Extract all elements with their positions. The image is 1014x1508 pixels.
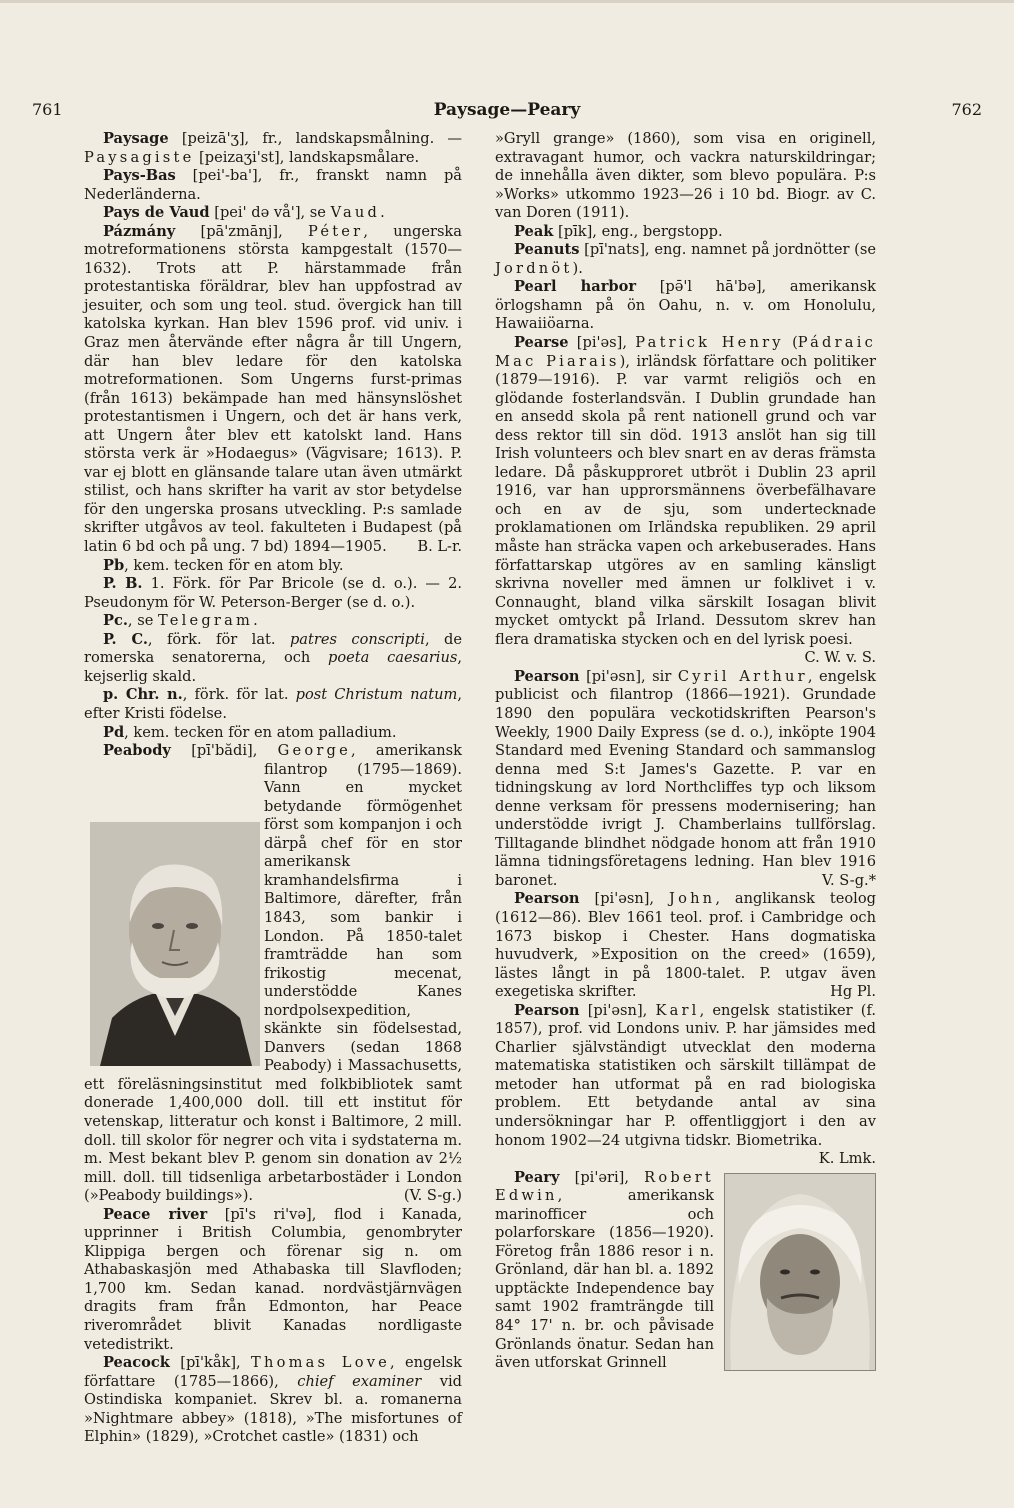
spaced-name: Paysagiste (84, 148, 195, 166)
entry-text: 1. Förk. för Par Bricole (se d. o.). — 2. Pseudonym för W. Peterson-Berger (se d. o.). (84, 575, 463, 611)
entry-text: , amerikansk marinofficer och polarforskare (1856—1920). Företog från 1886 resor i n. Grönland, där han bl. a. 1892 upptäckte Independence bay samt 1902 framträngde till 84° 17' n. br. och påvisade Grönlands önatur. Sedan han även utforskat Grinnell (495, 1187, 714, 1372)
entry-text: , se (127, 612, 158, 630)
entry-text: . (380, 204, 385, 222)
entry-text: [pīk], eng., bergstopp. (553, 222, 723, 240)
entry-text: [pi'əsn], (579, 1001, 656, 1019)
spaced-name: Jordnöt (495, 259, 573, 277)
left-column (84, 130, 462, 1447)
headword: Pearson (513, 1001, 580, 1019)
italic-term: poeta caesarius (328, 649, 458, 667)
spaced-name: Thomas Love (251, 1354, 391, 1372)
entry-pearl-harbor (495, 278, 876, 334)
entry-peak (495, 223, 876, 242)
portrait-peabody (90, 822, 260, 1066)
spaced-name: Patrick Henry (635, 334, 784, 352)
entry-pays-de-vaud (84, 204, 462, 223)
entry-pazmany (84, 223, 462, 557)
portrait-peabody-image (90, 822, 260, 1066)
entry-text: , anglikansk teolog (1612—86). Blev 1661 teol. prof. i Cambridge och 1673 biskop i Chester. Hans dogmatiska huvudverk, »Exposition on the creed» (1659), lästes långt in på 1800-talet. P. utgav även exegetiska skrifter. (495, 890, 876, 1001)
headword: Pc. (102, 612, 128, 630)
entry-pc (84, 612, 462, 631)
entry-text: , kejserlig skald. (84, 649, 462, 685)
entry-text: , ungerska motreformationens största kampgestalt (1570—1632). Trots att P. härstammade från protestantiska föräldrar, blev han uppfostrad av jesuiter, och som ung teol. stud. övergick han till katolska kyrkan. Han blev 1596 prof. vid univ. i Graz men återvände efter några år till Ungern, där han blev ledare för den katolska motreformationen. Som Ungerns furst-primas (från 1613) bekämpade han med hänsynslöshet protestantismen i Ungern, och det är hans verk, att Ungern åter blev ett katolskt land. Hans största verk är »Hodaegus» (Vägvisare; 1613). P. var ej blott en glänsande talare utan även utmärkt stilist, och hans skrifter ha varit av stor betydelse för den ungerska prosans utveckling. P:s samlade skrifter utgåvos av teol. fakulteten i Budapest (på latin 6 bd och på ung. 7 bd) 1894—1905. (84, 222, 462, 556)
entry-text: , de romerska senatorerna, och (84, 630, 462, 667)
entry-text: , engelsk författare (1785—1866), (84, 1354, 463, 1390)
spaced-name: Cyril Arthur (677, 667, 808, 685)
spaced-name: George (277, 742, 351, 760)
headword: Paysage (102, 130, 169, 147)
headword: Pearl harbor (513, 278, 637, 296)
entry-text: [pei'-ba'], fr., franskt namn på Nederländerna. (84, 167, 462, 203)
headword: P. B. (102, 575, 143, 593)
headword: Pázmány (102, 222, 176, 240)
entry-pearse (495, 334, 877, 667)
entry-peacock (84, 1354, 462, 1447)
entry-text: [peizaʒi'st], landskapsmålare. (194, 148, 420, 166)
spaced-name: Karl (655, 1001, 700, 1019)
spaced-name: Péter (307, 222, 364, 240)
author-signature: C. W. v. S. (804, 649, 876, 667)
entry-pd (84, 724, 462, 743)
entry-text: , kem. tecken för en atom bly. (124, 556, 344, 574)
entry-pearson-cyril (495, 668, 876, 891)
entry-text: [pi'əri], (559, 1168, 645, 1186)
entry-pays-bas (84, 167, 462, 204)
entry-text: , engelsk publicist och filantrop (1866—1921). Grundade 1890 den populära veckotidskriften Pearson's Weekly, 1900 Daily Express (se d. o.), inköpte 1904 Standard med Evening Standard och sammanslog denna med S:t James's Gazette. P. var en tidningskung av lord Northcliffes typ och liksom denne verksam för pressens modernisering; han understödde ivrigt J. Chamberlains tullförslag. Tilltagande blindhet nödgade honom att från 1910 lämna tidningsföretagens ledning. Han blev 1916 baronet. (495, 667, 876, 889)
entry-text: [pī'kåk], (169, 1354, 252, 1372)
entry-text: [pei' də vå'], se (209, 204, 331, 222)
entry-text: , förk. för lat. (147, 630, 290, 648)
author-signature: Hg Pl. (830, 983, 876, 1001)
author-signature: B. L-r. (417, 538, 462, 556)
italic-term: post Christum natum (295, 686, 458, 704)
entry-text: vid Ostindiska kompaniet. Skrev bl. a. romanerna »Nightmare abbey» (1818), »The misfortunes of Elphin» (1829), »Crotchet castle» (1831) och (84, 1372, 462, 1446)
entry-peanuts (495, 241, 876, 278)
headword: Pd (102, 723, 125, 741)
spaced-name: Robert Edwin (495, 1168, 714, 1205)
entry-text: ), irländsk författare och politiker (1879—1916). P. var varmt religiös och en glödande fosterlandsvän. I Dublin grundade han en ansedd skola på rent nationell grund och var dess rektor till sin död. 1913 anslöt han sig till Irish volunteers och blev snart en av deras främsta ledare. Då påskupproret utbröt i Dublin 23 april 1916, var han upprorsmännens överbefälhavare och en av de sju, som undertecknade proklamationen om Irländska republiken. 29 april måste han sträcka vapen och arkebuserades. Hans författarskap utgöres av en samling känsligt skrivna noveller med ämnen ur folklivet i v. Connaught, bland vilka särskilt Iosagan blivit mycket omtyckt på Irland. Dessutom skrev han flera dramatiska stycken och en del lyrisk poesi. (495, 352, 877, 648)
spaced-name: Pádraic Mac Piarais (495, 334, 876, 370)
italic-term: chief examiner (297, 1372, 422, 1390)
headword: Pays de Vaud (102, 204, 210, 222)
spaced-name: Telegram (157, 612, 254, 630)
page-top-rule (0, 0, 1014, 3)
entry-text: , kem. tecken för en atom palladium. (124, 723, 397, 741)
entry-peacock-continued: »Gryll grange» (1860), som visa en originell, extravagant humor, och vackra naturskildringar; de innehålla även dikter, som blevo populära. P:s »Works» utkommo 1923—26 i 10 bd. Biogr. av C. van Doren (1911). (495, 130, 876, 222)
entry-text: ). (572, 259, 583, 277)
entry-paysage (84, 130, 462, 167)
page-header (32, 100, 982, 124)
italic-term: patres conscripti (289, 630, 425, 648)
spaced-name: John (669, 890, 716, 908)
entry-text: [pī's ri'və], flod i Kanada, upprinner i British Columbia, genombryter Klippiga bergen och förenar sig n. om Athabaskasjön med Athabaska till Slavfloden; 1,700 km. Sedan kanad. nordvästjärnvägen dragits fram från Edmonton, har Peace riverområdet blivit Kanadas nordligaste vetedistrikt. (84, 1205, 463, 1353)
headword: Peabody (102, 742, 171, 760)
headword: p. Chr. n. (102, 686, 183, 704)
spaced-name: Vaud (330, 204, 381, 222)
headword: Pearson (513, 667, 580, 685)
headword: Peanuts (513, 241, 580, 259)
entry-text: , amerikansk filantrop (1795—1869). Vann en mycket betydande förmögenhet först som kompanjon i och därpå chef för en stor amerikansk kramhandelsfirma i Baltimore, därefter, från 1843, som bankir i London. På 1850-talet framträdde han som frikostig mecenat, understödde Kanes nordpolsexpedition, skänkte sin födelsestad, Danvers (sedan 1868 Peabody) i Massachusetts, ett föreläsningsinstitut med folkbibliotek samt donerade 1,400,000 doll. till ett institut för vetenskap, litteratur och konst i Baltimore, 2 mill. doll. till skolor för negrer och vita i sydstaterna m. m. Mest bekant blev P. genom sin donation av 2½ mill. doll. till tidsenliga arbetarbostäder i London (»Peabody buildings»). (84, 742, 462, 1205)
entry-text: , förk. för lat. (182, 686, 296, 704)
author-signature: K. Lmk. (818, 1150, 876, 1168)
author-signature: V. S-g.* (821, 871, 876, 889)
headword: Pearse (513, 334, 569, 352)
entry-text: [pə̄'l hā'bə], amerikansk örlogshamn på ön Oahu, n. v. om Honolulu, Hawaiiöarna. (495, 278, 876, 333)
entry-text: [peizā'ʒ], fr., landskapsmålning. — (168, 130, 462, 147)
headword: Pays-Bas (102, 167, 176, 185)
entry-text: , efter Kristi födelse. (84, 686, 462, 722)
headword: Pearson (513, 890, 580, 908)
page-number-left: 761 (32, 100, 63, 119)
headword: Peak (513, 222, 554, 240)
portrait-peary-image (725, 1174, 875, 1370)
portrait-peary (724, 1173, 876, 1371)
page-number-right: 762 (951, 100, 982, 119)
headword: Peacock (102, 1354, 170, 1372)
entry-text: [pī'nats], eng. namnet på jordnötter (se (579, 241, 876, 259)
entry-text: [pi'əsn], sir (579, 667, 678, 685)
headword: Peace river (102, 1205, 208, 1223)
entry-text: . (253, 612, 258, 630)
headword: Peary (513, 1168, 560, 1186)
entry-text: [pā'zmānj], (175, 222, 308, 240)
headword: Pb (102, 556, 125, 574)
entry-p-c (84, 631, 462, 687)
headword: P. C. (102, 630, 148, 648)
author-signature: (V. S-g.) (403, 1187, 462, 1205)
entry-text: [pi'əsn], (579, 890, 670, 908)
entry-pearson-john (495, 890, 876, 1001)
entry-p-b (84, 575, 462, 612)
running-head: Paysage—Peary (433, 100, 581, 120)
entry-pearson-karl (495, 1001, 876, 1168)
right-column (495, 130, 876, 1373)
entry-text: ( (783, 334, 798, 352)
entry-text: [pi'əs], (568, 334, 636, 352)
entry-p-chr-n (84, 686, 462, 723)
entry-pb (84, 557, 462, 576)
entry-text: , engelsk statistiker (f. 1857), prof. vid Londons univ. P. har jämsides med Charlier självständigt utvecklat den moderna matematiska statistiken och särskilt tillämpat de metoder han utformat på en rad biologiska problem. Ett betydande antal av sina undersökningar har P. offentliggjort i den av honom 1902—24 utgivna tidskr. Biometrika. (495, 1001, 876, 1149)
entry-text: [pī'bădi], (170, 742, 278, 760)
entry-peace-river (84, 1206, 462, 1354)
